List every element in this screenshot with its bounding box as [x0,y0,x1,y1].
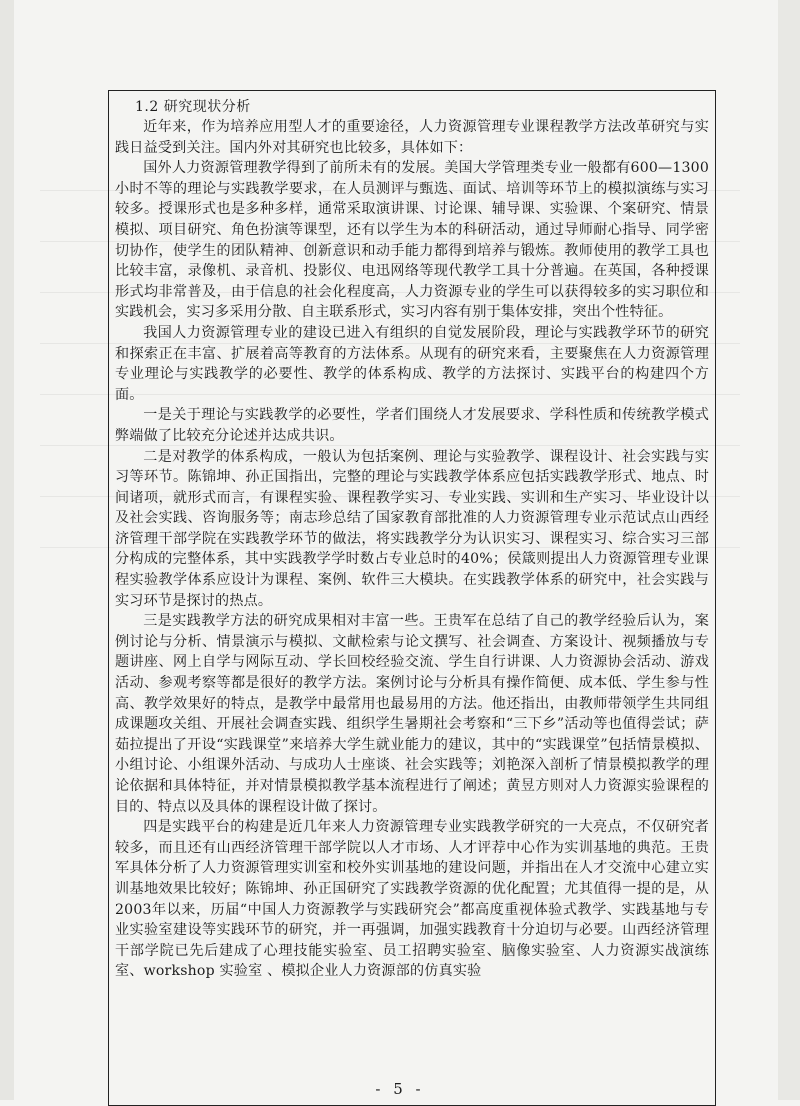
scan-edge-left [0,0,14,1100]
paragraph-system-structure: 二是对教学的体系构成，一般认为包括案例、理论与实验教学、课程设计、社会实践与实习等环节。陈锦坤、孙正国指出，完整的理论与实践教学体系应包括实践教学形式、地点、时间诸项，就形式而言，有课程实验、课程教学实习、专业实践、实训和生产实习、毕业设计以及社会实践、咨询服务等；南志珍总结了国家教育部批准的人力资源管理专业示范试点山西经济管理干部学院在实践教学环节的做法，将实践教学分为认识实习、课程实习、综合实习三部分构成的完整体系，其中实践教学学时数占专业总时的40%；侯箴则提出人力资源管理专业课程实验教学体系应设计为课程、案例、软件三大模块。在实践教学体系的研究中，社会实践与实习环节是探讨的热点。 [115,448,709,609]
paragraph-foreign-research: 国外人力资源管理教学得到了前所未有的发展。美国大学管理类专业一般都有600—1300小时不等的理论与实践教学要求，在人员测评与甄选、面试、培训等环节上的模拟演练与实习较多。授课形式也是多种多样，通常采取演讲课、讨论课、辅导课、实验课、个案研究、情景模拟、项目研究、角色扮演等课型，还有以学生为本的科研活动，通过导师耐心指导、同学密切协作，使学生的团队精神、创新意识和动手能力都得到培养与锻炼。教师使用的教学工具也比较丰富，录像机、录音机、投影仪、电迅网络等现代教学工具十分普遍。在英国，各种授课形式均非常普及，由于信息的社会化程度高，人力资源专业的学生可以获得较多的实习职位和实践机会，实习多采用分散、自主联系形式，实习内容有别于集体安排，突出个性特征。 [115,160,709,321]
page-number: - 5 - [375,1080,425,1098]
paragraph-necessity: 一是关于理论与实践教学的必要性，学者们围绕人才发展要求、学科性质和传统教学模式弊端做了比较充分论述并达成共识。 [115,407,709,444]
scan-edge-right [778,0,800,1100]
section-title: 1.2 研究现状分析 [135,99,251,115]
paragraph-teaching-methods: 三是实践教学方法的研究成果相对丰富一些。王贵军在总结了自己的教学经验后认为，案例讨论与分析、情景演示与模拟、文献检索与论文撰写、社会调查、方案设计、视频播放与专题讲座、网上自学与网际互动、学长回校经验交流、学生自行讲课、人力资源协会活动、游戏活动、参观考察等都是很好的教学方法。案例讨论与分析具有操作简便、成本低、学生参与性高、教学效果好的特点，是教学中最常用也最易用的方法。他还指出，由教师带领学生共同组成课题攻关组、开展社会调查实践、组织学生暑期社会考察和“三下乡”活动等也值得尝试；萨茹拉提出了开设“实践课堂”来培养大学生就业能力的建议，其中的“实践课堂”包括情景模拟、小组讨论、小组课外活动、与成功人士座谈、社会实践等；刘艳深入剖析了情景模拟教学的理论依据和具体特征，并对情景模拟教学基本流程进行了阐述；黄昱方则对人力资源实验课程的目的、特点以及具体的课程设计做了探讨。 [115,613,709,815]
paragraph-domestic-overview: 我国人力资源管理专业的建设已进入有组织的自觉发展阶段，理论与实践教学环节的研究和探索正在丰富、扩展着高等教育的方法体系。从现有的研究来看，主要聚焦在人力资源管理专业理论与实践教学的必要性、教学的体系构成、教学的方法探讨、实践平台的构建四个方面。 [115,324,709,403]
paragraph-practice-platform: 四是实践平台的构建是近几年来人力资源管理专业实践教学研究的一大亮点，不仅研究者较多，而且还有山西经济管理干部学院以人才市场、人才评荐中心作为实训基地的典范。王贵军具体分析了人力资源管理实训室和校外实训基地的建设问题，并指出在人才交流中心建立实训基地效果比较好；陈锦坤、孙正国研究了实践教学资源的优化配置；尤其值得一提的是，从2003年以来，历届“中国人力资源教学与实践研究会”都高度重视体验式教学、实践基地与专业实验室建设等实践环节的研究，并一再强调，加强实践教育十分迫切与必要。山西经济管理干部学院已先后建成了心理技能实验室、员工招聘实验室、脑像实验室、人力资源实战演练室、workshop 实验室 、模拟企业人力资源部的仿真实验 [115,819,709,980]
content-frame [108,90,716,1106]
paragraph-intro: 近年来，作为培养应用型人才的重要途径，人力资源管理专业课程教学方法改革研究与实践日益受到关注。国内外对其研究也比较多，具体如下： [115,119,709,156]
